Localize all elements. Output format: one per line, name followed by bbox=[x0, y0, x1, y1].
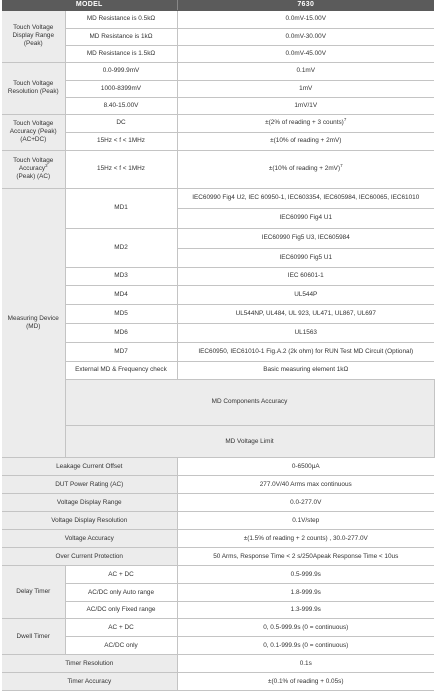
table-row bbox=[2, 493, 434, 511]
table-row bbox=[2, 150, 434, 188]
value-cell: 0.1s bbox=[177, 654, 434, 672]
value-cell: 50 Arms, Response Time < 2 s/250Apeak Response Time < 10us bbox=[177, 547, 434, 565]
device-cell: MD7 bbox=[65, 342, 177, 361]
row-label: Over Current Protection bbox=[2, 547, 177, 565]
table-row bbox=[2, 583, 434, 601]
condition-cell: AC + DC bbox=[65, 618, 177, 636]
value-cell bbox=[177, 114, 434, 132]
value-text: ±(10% of reading + 2mV) bbox=[268, 165, 341, 173]
device-cell: MD1 bbox=[65, 188, 177, 228]
value-cell: UL544NP, UL484, UL 923, UL471, UL867, UL697 bbox=[177, 304, 434, 323]
condition-cell: DC bbox=[65, 114, 177, 132]
table-row bbox=[2, 45, 434, 62]
device-cell: MD5 bbox=[65, 304, 177, 323]
header-model: MODEL bbox=[2, 0, 177, 10]
row-label: Timer Resolution bbox=[2, 654, 177, 672]
table-row bbox=[2, 285, 434, 304]
value-cell: Basic measuring element 1kΩ bbox=[177, 361, 434, 379]
value-cell: IEC60990 Fig5 U1 bbox=[177, 248, 434, 267]
value-cell: IEC60990 Fig4 U2, IEC 60950-1, IEC603354, IEC605984, IEC60065, IEC61010 bbox=[177, 188, 434, 208]
table-row bbox=[2, 228, 434, 248]
condition-cell: AC/DC only bbox=[65, 636, 177, 654]
value-cell bbox=[177, 150, 434, 188]
table-row bbox=[2, 379, 434, 426]
value-cell: IEC60990 Fig5 U3, IEC605984 bbox=[177, 228, 434, 248]
value-cell: 1mV bbox=[177, 80, 434, 97]
condition-cell: 0.0-999.9mV bbox=[65, 62, 177, 80]
row-label: Timer Accuracy bbox=[2, 672, 177, 690]
value-cell: ±(1.5% of reading + 2 counts) , 30.0-277.0V bbox=[177, 529, 434, 547]
row-label: MD Components Accuracy bbox=[65, 379, 434, 426]
value-cell: 1mV/1V bbox=[177, 97, 434, 114]
row-label: DUT Power Rating (AC) bbox=[2, 475, 177, 493]
condition-cell: 1000-8399mV bbox=[65, 80, 177, 97]
footnote-mark: 7 bbox=[343, 117, 347, 123]
table-row bbox=[2, 654, 434, 672]
value-cell: 0.0-277.0V bbox=[177, 493, 434, 511]
table-row bbox=[2, 342, 434, 361]
table-row bbox=[2, 457, 434, 475]
value-cell: 0, 0.1-999.9s (0 = continuous) bbox=[177, 636, 434, 654]
header-model-number: 7630 bbox=[177, 0, 434, 10]
footnote-mark: 7 bbox=[340, 163, 343, 169]
device-cell: MD2 bbox=[65, 228, 177, 267]
condition-cell: 15Hz < f < 1MHz bbox=[65, 150, 177, 188]
table-row bbox=[2, 97, 434, 114]
value-cell: 0.0mV-30.00V bbox=[177, 28, 434, 45]
value-cell: ±(0.1% of reading + 0.05s) bbox=[177, 672, 434, 690]
row-label: Leakage Current Offset bbox=[2, 457, 177, 475]
table-row bbox=[2, 529, 434, 547]
touch-voltage-accuracy-ac-label bbox=[2, 150, 65, 188]
row-label: MD Voltage Limit bbox=[65, 426, 434, 458]
value-cell: IEC60950, IEC61010-1 Fig.A.2 (2k ohm) for RUN Test MD Circuit (Optional) bbox=[177, 342, 434, 361]
value-cell: IEC60990 Fig4 U1 bbox=[177, 208, 434, 228]
table-row bbox=[2, 426, 434, 458]
condition-cell: AC/DC only Auto range bbox=[65, 583, 177, 601]
delay-timer-label: Delay Timer bbox=[2, 565, 65, 618]
touch-voltage-resolution-label: Touch Voltage Resolution (Peak) bbox=[2, 62, 65, 114]
table-row bbox=[2, 132, 434, 150]
value-cell: UL544P bbox=[177, 285, 434, 304]
condition-cell: MD Resistance is 0.5kΩ bbox=[65, 10, 177, 28]
table-row bbox=[2, 114, 434, 132]
condition-cell: 8.40-15.00V bbox=[65, 97, 177, 114]
footnote-mark: 2 bbox=[45, 163, 48, 169]
value-cell: 0.0mV-15.00V bbox=[177, 10, 434, 28]
row-label: Voltage Display Range bbox=[2, 493, 177, 511]
table-row bbox=[2, 10, 434, 28]
table-row bbox=[2, 323, 434, 342]
value-text: ±(2% of reading + 3 counts) bbox=[265, 119, 344, 127]
table-row bbox=[2, 361, 434, 379]
table-row bbox=[2, 188, 434, 208]
table-row bbox=[2, 565, 434, 583]
device-cell: External MD & Frequency check bbox=[65, 361, 177, 379]
value-cell: 0.1mV bbox=[177, 62, 434, 80]
condition-cell: AC + DC bbox=[65, 565, 177, 583]
value-cell: UL1563 bbox=[177, 323, 434, 342]
table-row bbox=[2, 62, 434, 80]
table-row bbox=[2, 636, 434, 654]
measuring-device-label: Measuring Device (MD) bbox=[2, 188, 65, 457]
device-cell: MD3 bbox=[65, 267, 177, 285]
table-row bbox=[2, 511, 434, 529]
header-row bbox=[2, 0, 434, 10]
value-cell: 0.5-999.9s bbox=[177, 565, 434, 583]
condition-cell: AC/DC only Fixed range bbox=[65, 601, 177, 618]
label-suffix: (Peak) (AC) bbox=[16, 172, 51, 180]
device-cell: MD4 bbox=[65, 285, 177, 304]
table-row bbox=[2, 28, 434, 45]
spec-table bbox=[2, 0, 434, 691]
value-cell: 1.3-999.9s bbox=[177, 601, 434, 618]
condition-cell: 15Hz < f < 1MHz bbox=[65, 132, 177, 150]
condition-cell: MD Resistance is 1kΩ bbox=[65, 28, 177, 45]
value-cell: 0.1V/step bbox=[177, 511, 434, 529]
table-row bbox=[2, 475, 434, 493]
value-cell: 277.0V/40 Arms max continuous bbox=[177, 475, 434, 493]
label-text: Touch Voltage Accuracy bbox=[13, 157, 54, 173]
table-row bbox=[2, 267, 434, 285]
row-label: Voltage Accuracy bbox=[2, 529, 177, 547]
device-cell: MD6 bbox=[65, 323, 177, 342]
table-row bbox=[2, 547, 434, 565]
touch-voltage-accuracy-label: Touch Voltage Accuracy (Peak) (AC+DC) bbox=[2, 114, 65, 150]
row-label: Voltage Display Resolution bbox=[2, 511, 177, 529]
table-row bbox=[2, 618, 434, 636]
table-row bbox=[2, 304, 434, 323]
table-row bbox=[2, 80, 434, 97]
value-cell: 0.0mV-45.00V bbox=[177, 45, 434, 62]
dwell-timer-label: Dwell Timer bbox=[2, 618, 65, 654]
value-cell: IEC 60601-1 bbox=[177, 267, 434, 285]
value-cell: ±(10% of reading + 2mV) bbox=[177, 132, 434, 150]
condition-cell: MD Resistance is 1.5kΩ bbox=[65, 45, 177, 62]
value-cell: 0, 0.5-999.9s (0 = continuous) bbox=[177, 618, 434, 636]
table-row bbox=[2, 601, 434, 618]
value-cell: 1.8-999.9s bbox=[177, 583, 434, 601]
value-cell: 0-6500μA bbox=[177, 457, 434, 475]
table-row bbox=[2, 672, 434, 690]
touch-voltage-display-range-label: Touch Voltage Display Range (Peak) bbox=[2, 10, 65, 62]
